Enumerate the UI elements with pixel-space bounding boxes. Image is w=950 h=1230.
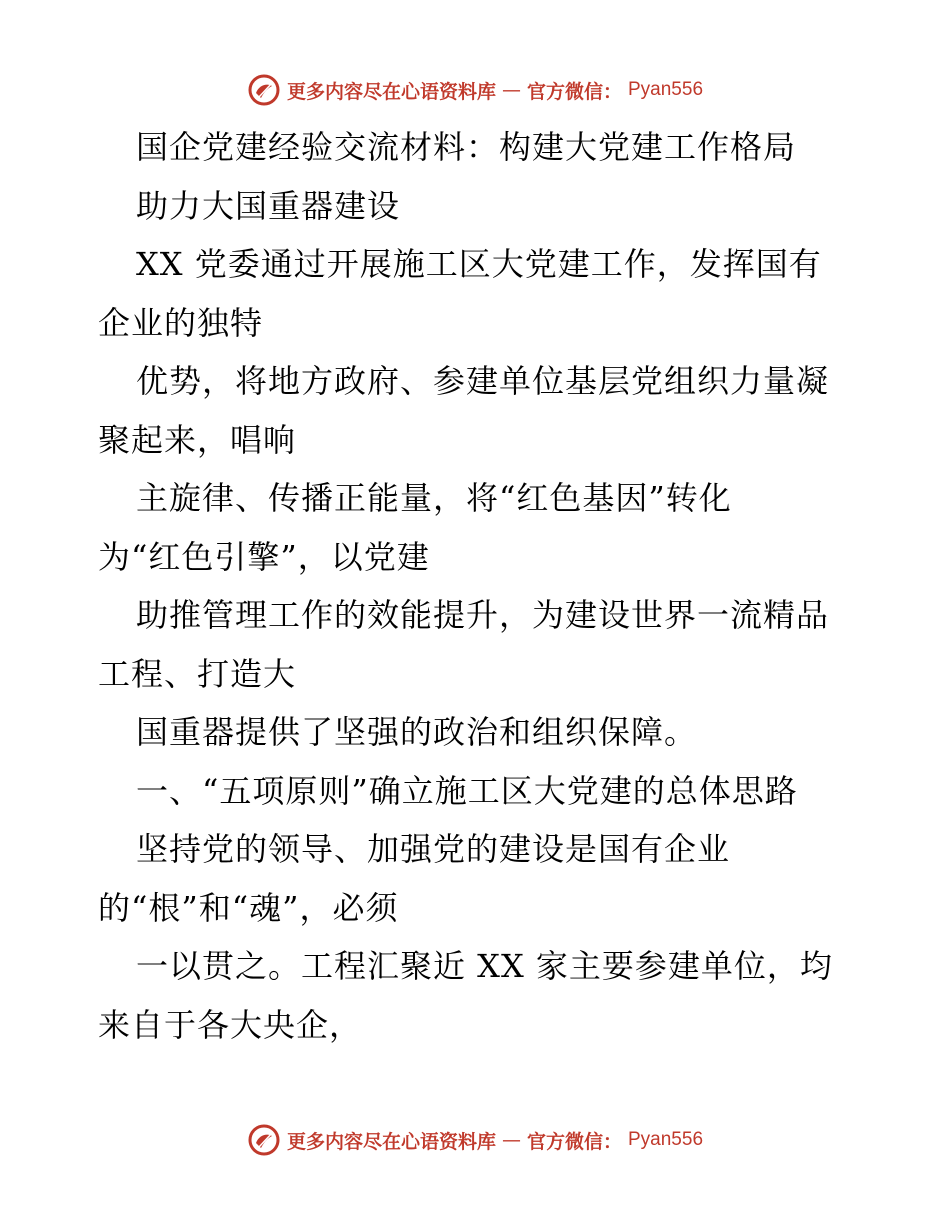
paragraph-line: 企业的独特 [98, 303, 264, 342]
watermark-wechat-id: Pyan556 [628, 1129, 704, 1150]
paragraph-line: 国重器提供了坚强的政治和组织保障。 [136, 713, 698, 751]
watermark-text: 更多内容尽在心语资料库 [286, 1130, 496, 1153]
footer-watermark [0, 1120, 950, 1160]
paragraph-line: 一以贯之。工程汇聚近 XX 家主要参建单位，均 [136, 947, 833, 985]
watermark-separator: — [501, 79, 521, 101]
watermark-wechat-id: Pyan556 [628, 79, 704, 100]
document-title-line-1: 国企党建经验交流材料：构建大党建工作格局 [136, 128, 797, 166]
document-body [98, 118, 858, 1054]
rose-pen-logo-icon [247, 73, 281, 107]
paragraph-line: 聚起来，唱响 [98, 420, 297, 459]
paragraph-line: 的“根”和“魂”，必须 [98, 888, 399, 927]
paragraph-line: 来自于各大央企， [98, 1005, 363, 1044]
paragraph-line: 主旋律、传播正能量，将“红色基因”转化 [136, 479, 732, 517]
header-watermark [0, 70, 950, 110]
paragraph-line: 工程、打造大 [98, 654, 297, 693]
paragraph-line: XX 党委通过开展施工区大党建工作，发挥国有 [136, 245, 822, 283]
paragraph-line: 助推管理工作的效能提升，为建设世界一流精品 [136, 596, 830, 634]
paragraph-line: 坚持党的领导、加强党的建设是国有企业 [136, 830, 731, 868]
watermark-wechat-label: 官方微信： [526, 1130, 622, 1153]
document-title-line-2: 助力大国重器建设 [136, 186, 401, 225]
watermark-wechat-label: 官方微信： [526, 80, 622, 103]
paragraph-line: 为“红色引擎”，以党建 [98, 537, 430, 576]
watermark-text: 更多内容尽在心语资料库 [286, 80, 496, 103]
section-heading: 一、“五项原则”确立施工区大党建的总体思路 [136, 771, 798, 810]
paragraph-line: 优势，将地方政府、参建单位基层党组织力量凝 [136, 362, 830, 400]
rose-pen-logo-icon [247, 1123, 281, 1157]
watermark-separator: — [501, 1129, 521, 1151]
